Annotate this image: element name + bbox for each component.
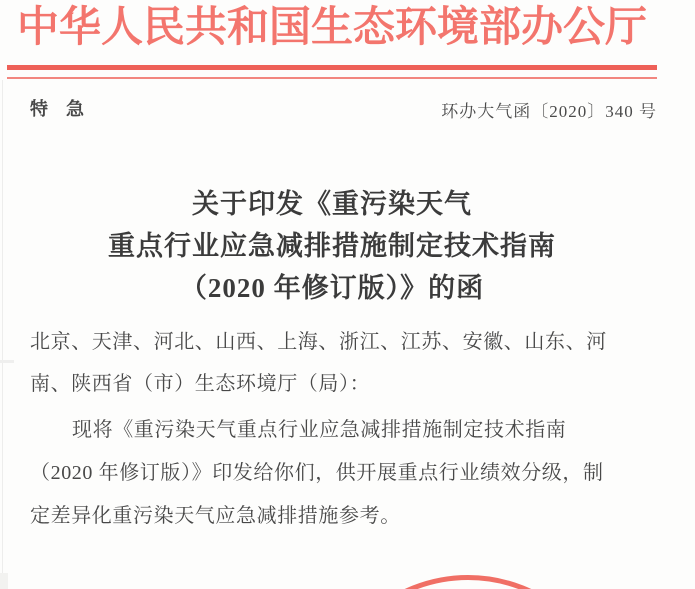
document-title-line-2: 重点行业应急减排措施制定技术指南 — [108, 231, 556, 261]
body-paragraph — [30, 409, 648, 538]
body-line-3: 定差异化重污染天气应急减排措施参考。 — [30, 505, 401, 527]
body-line-1: 现将《重污染天气重点行业应急减排措施制定技术指南 — [72, 419, 567, 441]
document-title-line-3: （2020 年修订版）》的函 — [179, 273, 485, 303]
recipients-block — [30, 321, 644, 405]
official-seal-arc — [318, 575, 618, 589]
document-title-line-1: 关于印发《重污染天气 — [192, 189, 472, 219]
body-line-2: （2020 年修订版）》印发给你们，供开展重点行业绩效分级，制 — [30, 462, 604, 484]
scan-artifact-edge-line — [2, 80, 3, 585]
urgency-label: 特 急 — [30, 99, 84, 119]
recipients-line-2: 南、陕西省（市）生态环境厅（局）： — [30, 373, 371, 395]
document-number: 环办大气函〔2020〕340 号 — [441, 102, 657, 121]
recipients-line-1: 北京、天津、河北、山西、上海、浙江、江苏、安徽、山东、河 — [30, 331, 607, 353]
scan-artifact-corner — [0, 573, 8, 589]
document-title — [0, 183, 664, 309]
scan-artifact-dash — [0, 360, 14, 363]
letterhead-rule-thick — [7, 65, 657, 70]
letterhead-rule-thin — [7, 77, 657, 79]
letterhead-agency-title: 中华人民共和国生态环境部办公厅 — [16, 5, 647, 51]
